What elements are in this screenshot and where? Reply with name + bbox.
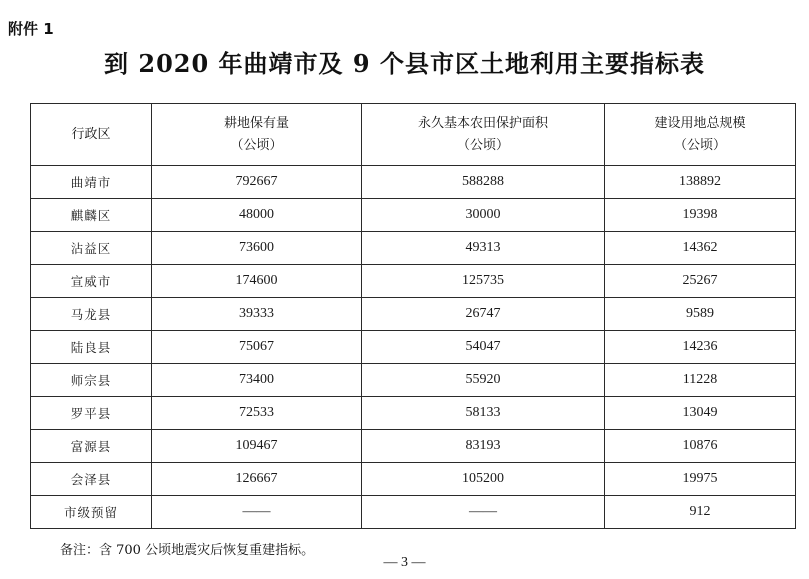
page-number: — 3 — [383, 555, 426, 570]
region-cell: 师宗县 [31, 364, 152, 397]
header-unit: （公顷） [673, 137, 726, 153]
header-cell-basic-farmland [362, 104, 605, 166]
construction-land-cell: 14362 [605, 232, 796, 265]
region-cell: 麒麟区 [31, 199, 152, 232]
construction-land-cell: 13049 [605, 397, 796, 430]
table-row [31, 298, 796, 331]
region-cell: 罗平县 [31, 397, 152, 430]
construction-land-cell: 19398 [605, 199, 796, 232]
table-row [31, 199, 796, 232]
farmland-cell: 73400 [152, 364, 362, 397]
header-cell-farmland [152, 104, 362, 166]
header-label: 永久基本农田保护面积 [417, 115, 548, 131]
farmland-cell: 75067 [152, 331, 362, 364]
basic-farmland-cell: 30000 [362, 199, 605, 232]
table-row [31, 397, 796, 430]
farmland-cell: 39333 [152, 298, 362, 331]
construction-land-cell: 25267 [605, 265, 796, 298]
construction-land-cell: 11228 [605, 364, 796, 397]
table-row [31, 496, 796, 529]
header-row [31, 104, 796, 166]
basic-farmland-cell: 55920 [362, 364, 605, 397]
farmland-cell: —— [152, 496, 362, 529]
header-label: 耕地保有量 [223, 115, 289, 131]
table-row [31, 331, 796, 364]
basic-farmland-cell: 54047 [362, 331, 605, 364]
footnote: 备注：含 700 公顷地震灾后恢复重建指标。 [60, 543, 315, 558]
header-label: 建设用地总规模 [654, 115, 746, 131]
basic-farmland-cell: 49313 [362, 232, 605, 265]
region-cell: 市级预留 [31, 496, 152, 529]
farmland-cell: 126667 [152, 463, 362, 496]
construction-land-cell: 138892 [605, 166, 796, 199]
farmland-cell: 174600 [152, 265, 362, 298]
basic-farmland-cell: 588288 [362, 166, 605, 199]
region-cell: 马龙县 [31, 298, 152, 331]
table-row [31, 364, 796, 397]
document-title: 到 2020 年曲靖市及 9 个县市区土地利用主要指标表 [104, 49, 705, 78]
construction-land-cell: 10876 [605, 430, 796, 463]
basic-farmland-cell: 105200 [362, 463, 605, 496]
construction-land-cell: 912 [605, 496, 796, 529]
table-row [31, 265, 796, 298]
farmland-cell: 72533 [152, 397, 362, 430]
region-cell: 陆良县 [31, 331, 152, 364]
header-label: 行政区 [71, 126, 111, 142]
region-cell: 曲靖市 [31, 166, 152, 199]
table-header [31, 104, 796, 166]
farmland-cell: 792667 [152, 166, 362, 199]
construction-land-cell: 14236 [605, 331, 796, 364]
header-cell-construction-land [605, 104, 796, 166]
region-cell: 会泽县 [31, 463, 152, 496]
attachment-label: 附件 1 [8, 20, 54, 38]
region-cell: 沾益区 [31, 232, 152, 265]
table-row [31, 463, 796, 496]
basic-farmland-cell: —— [362, 496, 605, 529]
construction-land-cell: 9589 [605, 298, 796, 331]
farmland-cell: 48000 [152, 199, 362, 232]
land-use-table [30, 103, 796, 529]
table-row [31, 430, 796, 463]
table-row [31, 232, 796, 265]
farmland-cell: 109467 [152, 430, 362, 463]
header-cell-region [31, 104, 152, 166]
basic-farmland-cell: 125735 [362, 265, 605, 298]
region-cell: 宣威市 [31, 265, 152, 298]
header-unit: （公顷） [456, 137, 509, 153]
farmland-cell: 73600 [152, 232, 362, 265]
basic-farmland-cell: 58133 [362, 397, 605, 430]
basic-farmland-cell: 26747 [362, 298, 605, 331]
table-row [31, 166, 796, 199]
construction-land-cell: 19975 [605, 463, 796, 496]
table-body [31, 166, 796, 529]
region-cell: 富源县 [31, 430, 152, 463]
header-unit: （公顷） [230, 137, 283, 153]
basic-farmland-cell: 83193 [362, 430, 605, 463]
